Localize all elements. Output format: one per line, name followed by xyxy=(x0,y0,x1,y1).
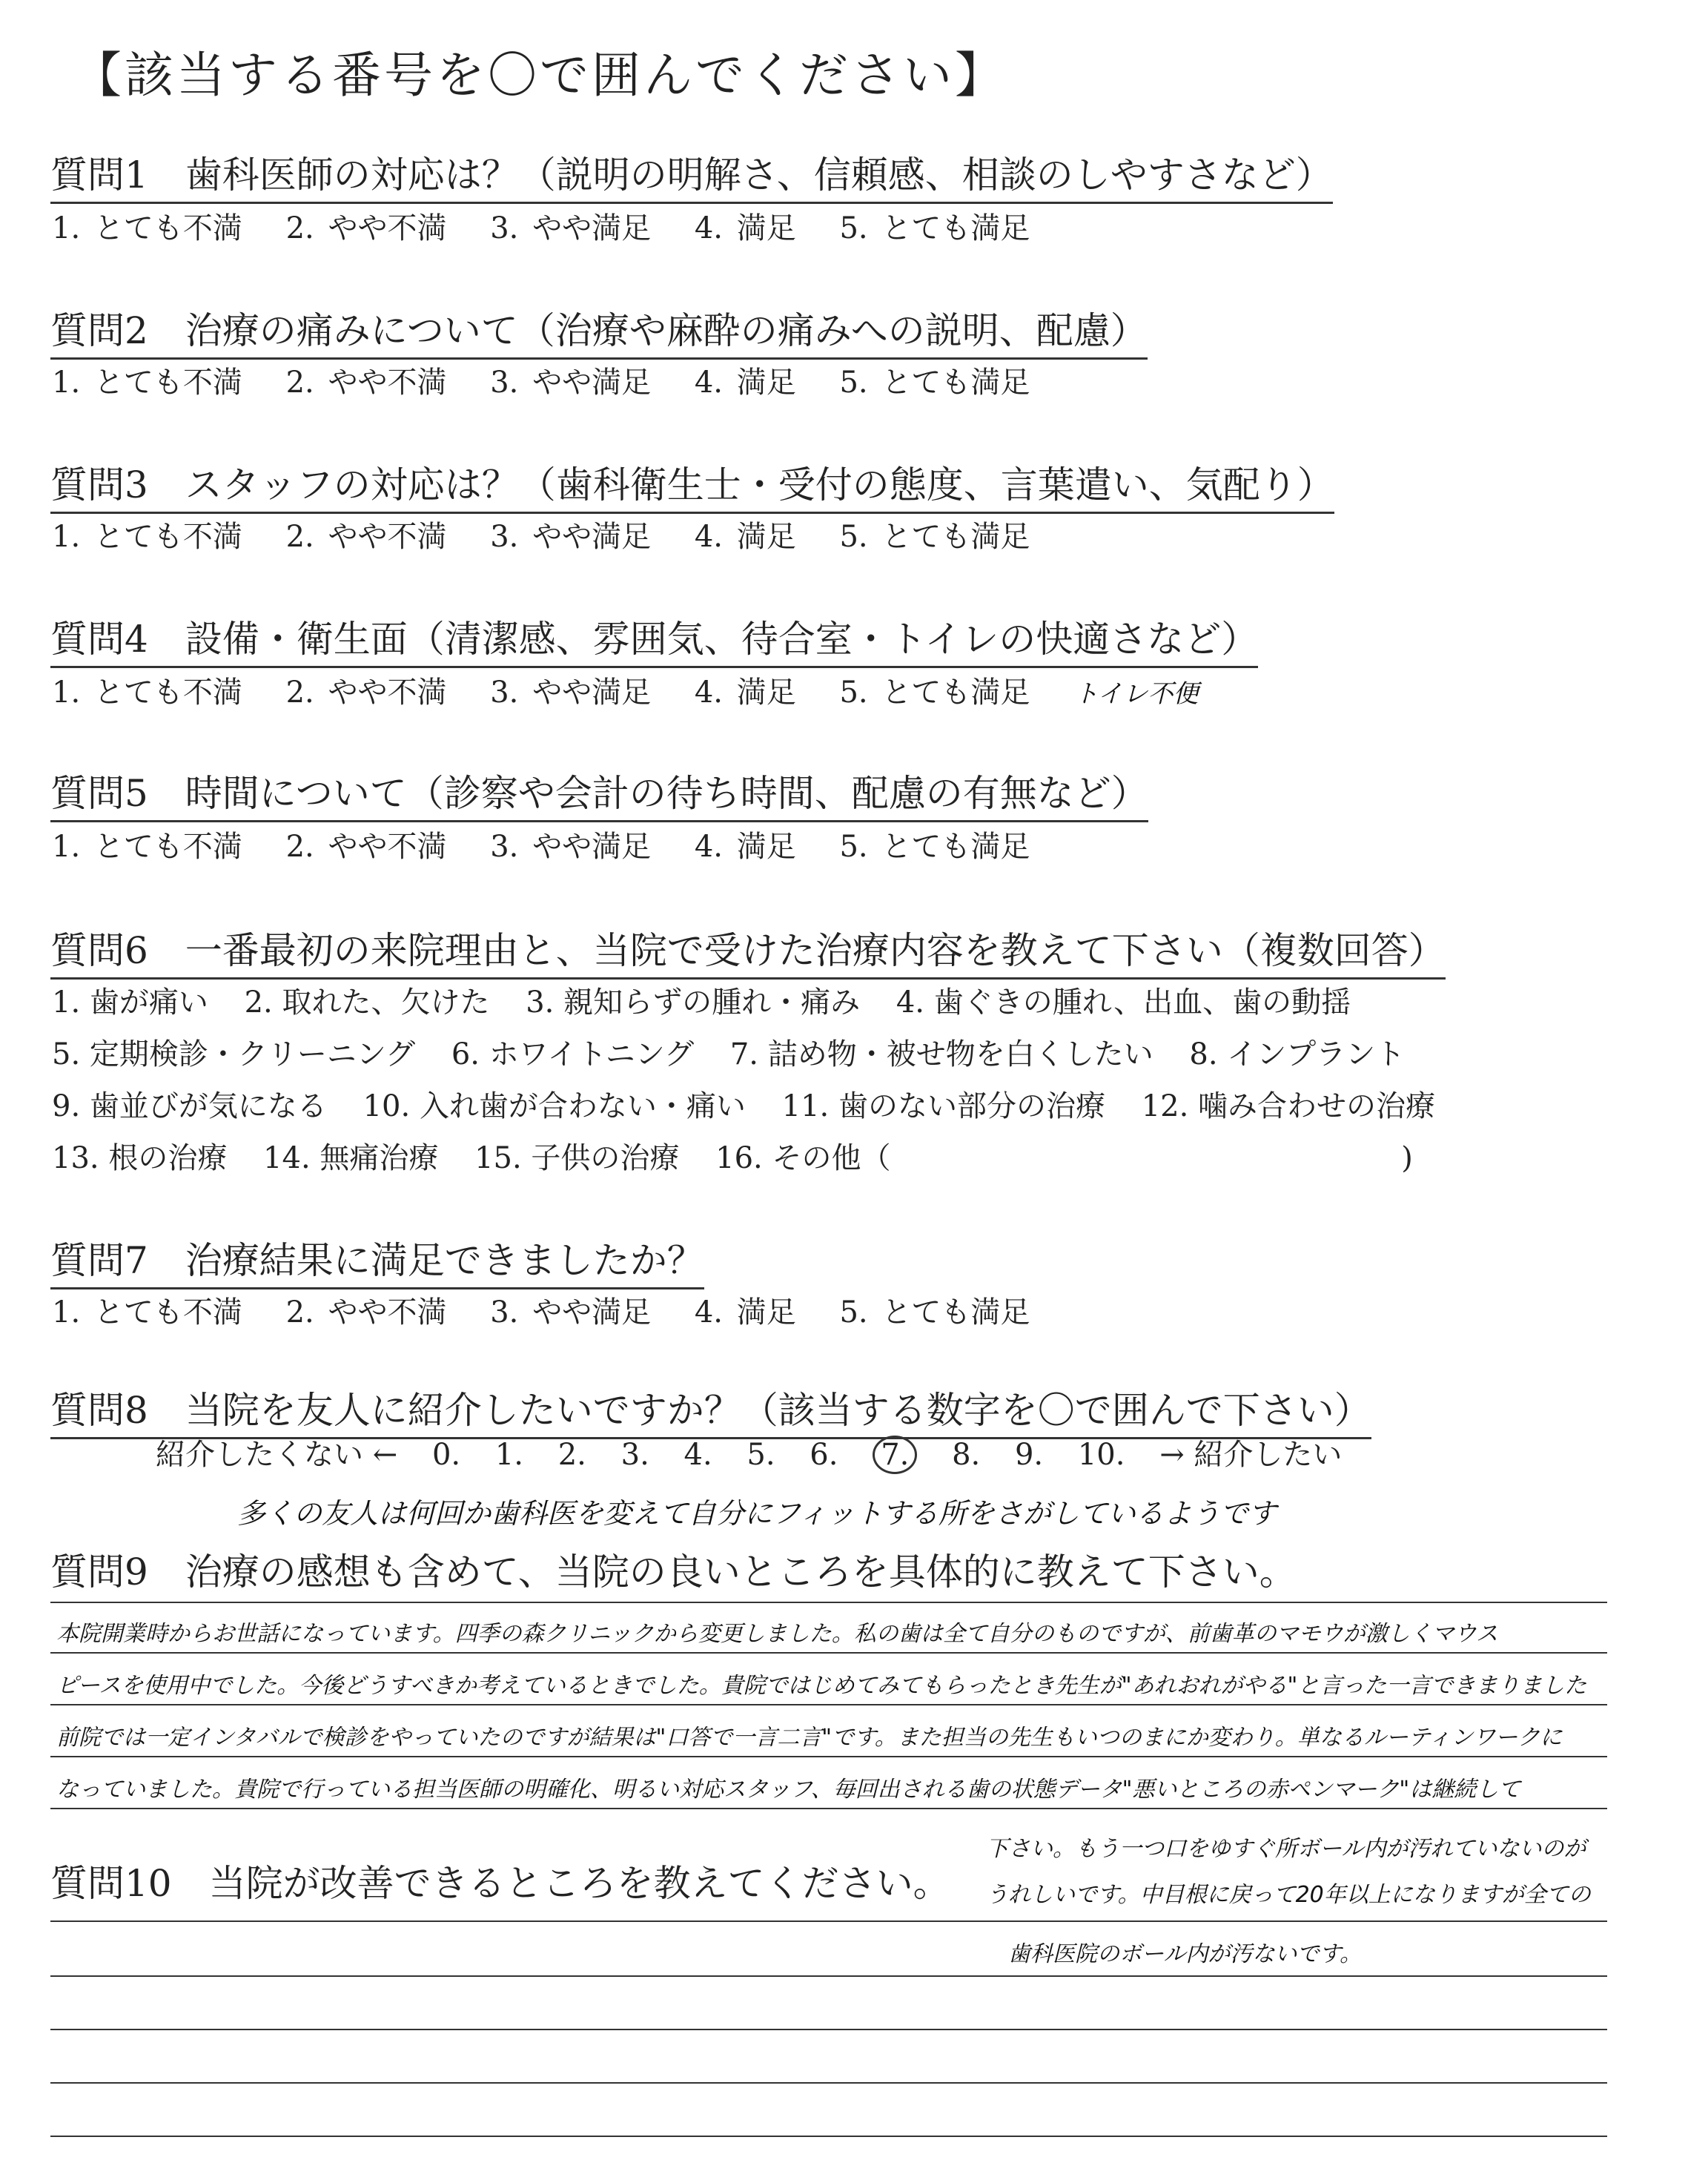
question-4-options xyxy=(52,669,1198,711)
q3-option-5-circled[interactable]: 5. とても満足 xyxy=(839,520,1030,554)
q8-scale-8[interactable]: 8. xyxy=(952,1438,981,1472)
q2-option-2[interactable]: 2. やや不満 xyxy=(285,366,447,400)
q9-answer-line-4: なっていました。貴院で行っている担当医師の明確化、明るい対応スタッフ、毎回出される歯の状態データ"悪いところの赤ペンマーク"は継続して xyxy=(56,1777,1521,1803)
q6-item-2-checked[interactable]: 2. 取れた、欠けた xyxy=(244,985,490,1020)
q7-option-1[interactable]: 1. とても不満 xyxy=(52,1295,242,1330)
q6-item-14[interactable]: 14. 無痛治療 xyxy=(263,1141,439,1175)
q3-option-3[interactable]: 3. やや満足 xyxy=(490,520,652,554)
q3-option-2[interactable]: 2. やや不満 xyxy=(285,520,447,554)
q8-scale-7-circled[interactable]: 7. xyxy=(873,1436,917,1474)
q6-item-15[interactable]: 15. 子供の治療 xyxy=(474,1141,680,1175)
q10-answer-line-1: 下さい。もう一つ口をゆすぐ所ボール内が汚れていないのが xyxy=(986,1836,1586,1862)
q6-row-1 xyxy=(52,979,1377,1021)
q6-row-3 xyxy=(52,1083,1462,1125)
q9-rule-1 xyxy=(50,1652,1607,1654)
question-8-label: 質問8 当院を友人に紹介したいですか？（該当する数字を〇で囲んで下さい） xyxy=(50,1381,1371,1439)
q7-option-4[interactable]: 4. 満足 xyxy=(694,1295,796,1330)
q9-answer-line-3: 前院では一定インタバルで検診をやっていたのですが結果は"口答で一言二言"です。また担当の先生もいつのまにか変わり。単なるルーティンワークに xyxy=(56,1725,1563,1751)
q8-handwritten-comment: 多くの友人は何回か歯科医を変えて自分にフィットする所をさがしているようです xyxy=(237,1497,1277,1530)
question-1-label: 質問1 歯科医師の対応は？（説明の明解さ、信頼感、相談のしやすさなど） xyxy=(50,145,1333,204)
q10-rule-4 xyxy=(50,2082,1607,2084)
q10-answer-line-2: うれしいです。中目根に戻って20年以上になりますが全ての xyxy=(986,1882,1591,1908)
q1-option-3[interactable]: 3. やや満足 xyxy=(490,211,652,245)
question-3-label: 質問3 スタッフの対応は？（歯科衛生士・受付の態度、言葉遣い、気配り） xyxy=(50,455,1334,514)
q8-left-label: 紹介したくない ← xyxy=(156,1438,398,1472)
q8-scale-9[interactable]: 9. xyxy=(1014,1438,1044,1472)
page-title: 【該当する番号を〇で囲んでください】 xyxy=(73,47,1007,104)
q6-item-9[interactable]: 9. 歯並びが気になる xyxy=(52,1089,327,1123)
q4-option-2[interactable]: 2. やや不満 xyxy=(285,676,447,710)
q5-option-4[interactable]: 4. 満足 xyxy=(694,830,796,864)
q6-item-16-other[interactable]: 16. その他（ xyxy=(715,1141,891,1175)
q2-option-4-circled[interactable]: 4. 満足 xyxy=(694,366,796,400)
q8-scale-10[interactable]: 10. xyxy=(1077,1438,1125,1472)
q1-option-1[interactable]: 1. とても不満 xyxy=(52,211,242,245)
q5-option-2[interactable]: 2. やや不満 xyxy=(285,830,447,864)
q9-rule-2 xyxy=(50,1704,1607,1705)
q8-scale xyxy=(156,1431,1342,1474)
q9-rule-3 xyxy=(50,1756,1607,1757)
q6-row-2 xyxy=(52,1031,1431,1073)
q1-option-2[interactable]: 2. やや不満 xyxy=(285,211,447,245)
q6-item-12[interactable]: 12. 噛み合わせの治療 xyxy=(1141,1089,1436,1123)
q9-rule-4 xyxy=(50,1808,1607,1809)
q8-right-label: → 紹介したい xyxy=(1159,1438,1343,1472)
q3-option-4[interactable]: 4. 満足 xyxy=(694,520,796,554)
q1-option-4[interactable]: 4. 満足 xyxy=(694,211,796,245)
q6-item-7[interactable]: 7. 詰め物・被せ物を白くしたい xyxy=(729,1037,1153,1071)
question-10-label: 質問10 当院が改善できるところを教えてください。 xyxy=(50,1862,950,1905)
question-9-label: 質問9 治療の感想も含めて、当院の良いところを具体的に教えて下さい。 xyxy=(50,1550,1297,1593)
q6-item-3[interactable]: 3. 親知らずの腫れ・痛み xyxy=(526,985,861,1020)
q9-rule-top xyxy=(50,1602,1607,1603)
question-5-label: 質問5 時間について（診察や会計の待ち時間、配慮の有無など） xyxy=(50,764,1148,822)
q5-option-3[interactable]: 3. やや満足 xyxy=(490,830,652,864)
question-4-label: 質問4 設備・衛生面（清潔感、雰囲気、待合室・トイレの快適さなど） xyxy=(50,610,1258,668)
q3-option-1[interactable]: 1. とても不満 xyxy=(52,520,242,554)
q6-item-11[interactable]: 11. 歯のない部分の治療 xyxy=(781,1089,1105,1123)
q6-item-8[interactable]: 8. インプラント xyxy=(1189,1037,1406,1071)
question-6-label: 質問6 一番最初の来院理由と、当院で受けた治療内容を教えて下さい（複数回答） xyxy=(50,921,1446,980)
q6-other-close-paren: ) xyxy=(1401,1141,1413,1175)
q8-scale-3[interactable]: 3. xyxy=(620,1438,649,1472)
question-7-label: 質問7 治療結果に満足できましたか？ xyxy=(50,1231,704,1289)
q8-scale-1[interactable]: 1. xyxy=(494,1438,524,1472)
q2-option-5[interactable]: 5. とても満足 xyxy=(839,366,1030,400)
q4-handwritten-note: トイレ不便 xyxy=(1073,679,1199,709)
q8-scale-2[interactable]: 2. xyxy=(557,1438,586,1472)
q2-option-1[interactable]: 1. とても不満 xyxy=(52,366,242,400)
q1-option-5-circled[interactable]: 5. とても満足 xyxy=(839,211,1030,245)
q6-item-4[interactable]: 4. 歯ぐきの腫れ、出血、歯の動揺 xyxy=(896,985,1351,1020)
q8-scale-0[interactable]: 0. xyxy=(431,1438,461,1472)
q10-rule-2 xyxy=(50,1975,1607,1977)
q7-option-3[interactable]: 3. やや満足 xyxy=(490,1295,652,1330)
q8-scale-6[interactable]: 6. xyxy=(810,1438,838,1472)
q9-answer-line-2: ピースを使用中でした。今後どうすべきか考えているときでした。貴院ではじめてみてもらったとき先生が"あれおれがやる"と言った一言できまりました xyxy=(56,1673,1587,1699)
q6-item-1[interactable]: 1. 歯が痛い xyxy=(52,985,208,1020)
q10-rule-3 xyxy=(50,2029,1607,2030)
q9-answer-line-1: 本院開業時からお世話になっています。四季の森クリニックから変更しました。私の歯は全て自分のものですが、前歯革のマモウが激しくマウス xyxy=(56,1621,1498,1647)
q5-option-1[interactable]: 1. とても不満 xyxy=(52,830,242,864)
q2-option-3[interactable]: 3. やや満足 xyxy=(490,366,652,400)
question-1-options xyxy=(52,205,1059,247)
q6-item-13[interactable]: 13. 根の治療 xyxy=(52,1141,228,1175)
question-7-options xyxy=(52,1289,1059,1331)
question-3-options xyxy=(52,513,1059,555)
q6-item-6[interactable]: 6. ホワイトニング xyxy=(451,1037,695,1071)
q6-item-10[interactable]: 10. 入れ歯が合わない・痛い xyxy=(363,1089,746,1123)
q10-answer-line-3: 歯科医院のボール内が汚ないです。 xyxy=(1008,1941,1362,1967)
q7-option-2[interactable]: 2. やや不満 xyxy=(285,1295,447,1330)
question-2-options xyxy=(52,359,1059,401)
question-2-label: 質問2 治療の痛みについて（治療や麻酔の痛みへの説明、配慮） xyxy=(50,301,1148,360)
q7-option-5-circled[interactable]: 5. とても満足 xyxy=(839,1295,1030,1330)
q10-rule-1 xyxy=(50,1920,1607,1922)
q8-scale-5[interactable]: 5. xyxy=(747,1438,775,1472)
q6-item-5-checked[interactable]: 5. 定期検診・クリーニング xyxy=(52,1037,416,1071)
q8-scale-4[interactable]: 4. xyxy=(683,1438,712,1472)
q5-option-5-circled[interactable]: 5. とても満足 xyxy=(839,830,1030,864)
q4-option-3[interactable]: 3. やや満足 xyxy=(490,676,652,710)
q10-rule-5 xyxy=(50,2136,1607,2137)
question-5-options xyxy=(52,823,1059,865)
q6-row-4 xyxy=(52,1135,1440,1177)
q4-option-4-circled[interactable]: 4. 満足 xyxy=(694,676,796,710)
q4-option-1[interactable]: 1. とても不満 xyxy=(52,676,242,710)
q4-option-5[interactable]: 5. とても満足 xyxy=(839,676,1030,710)
